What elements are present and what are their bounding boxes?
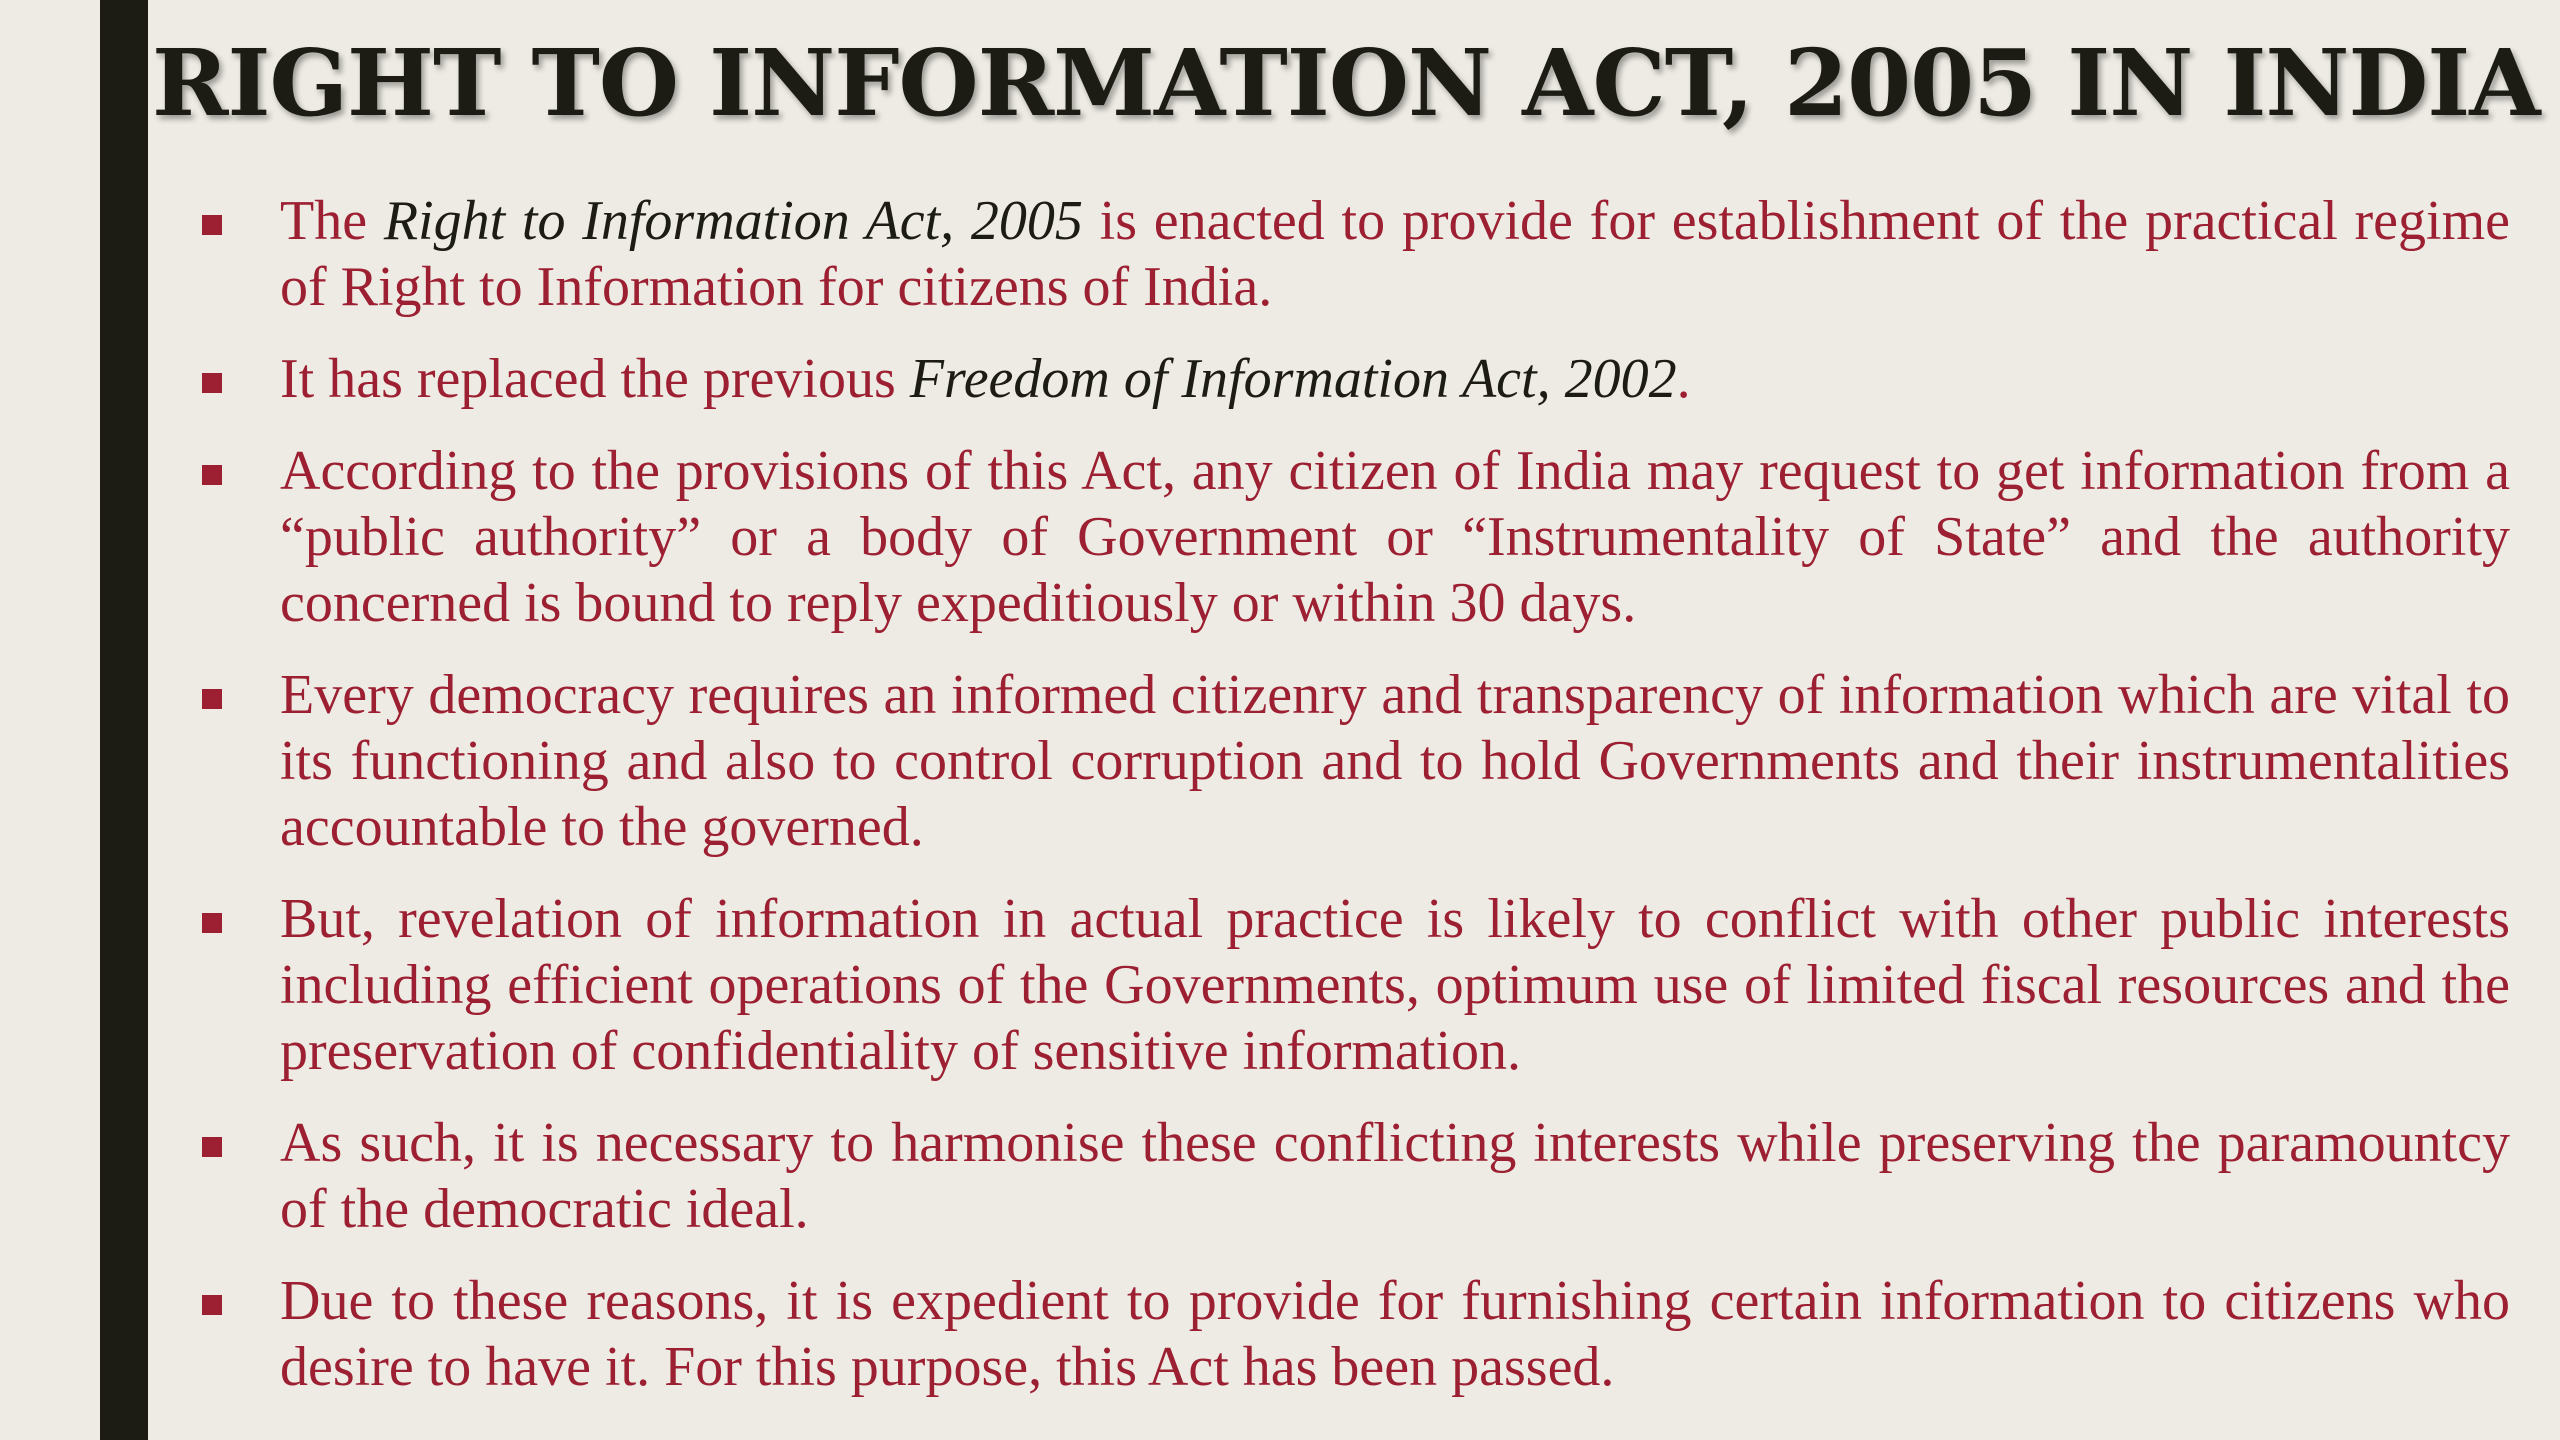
bullet-item — [200, 346, 2510, 412]
bullet-text: The — [280, 190, 384, 252]
square-bullet-icon — [202, 913, 222, 933]
square-bullet-icon — [202, 1137, 222, 1157]
bullet-italic-text: Freedom of Information Act, 2002 — [909, 348, 1677, 410]
bullet-item — [200, 188, 2510, 320]
bullet-text: Due to these reasons, it is expedient to provide for furnishing certain information to citizens who desire to have it. For this purpose, this Act has been passed. — [280, 1270, 2510, 1398]
left-accent-bar — [100, 0, 148, 1440]
bullet-item — [200, 1110, 2510, 1242]
bullet-text: As such, it is necessary to harmonise these conflicting interests while preserving the paramountcy of the democratic ideal. — [280, 1112, 2510, 1240]
bullet-item — [200, 886, 2510, 1084]
bullet-item — [200, 662, 2510, 860]
square-bullet-icon — [202, 215, 222, 235]
bullet-text: According to the provisions of this Act, any citizen of India may request to get information from a “public authority” or a body of Government or “Instrumentality of State” and the authority concerned is bound to reply expeditiously or within 30 days. — [280, 440, 2510, 634]
bullet-item — [200, 438, 2510, 636]
square-bullet-icon — [202, 373, 222, 393]
square-bullet-icon — [202, 465, 222, 485]
bullet-item — [200, 1268, 2510, 1400]
bullet-list — [200, 188, 2510, 1426]
square-bullet-icon — [202, 1295, 222, 1315]
bullet-text: Every democracy requires an informed citizenry and transparency of information which are vital to its functioning and also to control corruption and to hold Governments and their instrumentalities accountable to the governed. — [280, 664, 2510, 858]
bullet-text: But, revelation of information in actual practice is likely to conflict with other public interests including efficient operations of the Governments, optimum use of limited fiscal resources and the preservation of confidentiality of sensitive information. — [280, 888, 2510, 1082]
square-bullet-icon — [202, 689, 222, 709]
bullet-text: is enacted to provide for establishment of the practical regime of Right to Information for citizens of India. — [280, 190, 2510, 318]
slide-title: RIGHT TO INFORMATION ACT, 2005 IN INDIA — [152, 29, 2540, 137]
bullet-italic-text: Right to Information Act, 2005 — [383, 190, 1083, 252]
bullet-text: . — [1676, 348, 1691, 410]
bullet-text: It has replaced the previous — [280, 348, 910, 410]
